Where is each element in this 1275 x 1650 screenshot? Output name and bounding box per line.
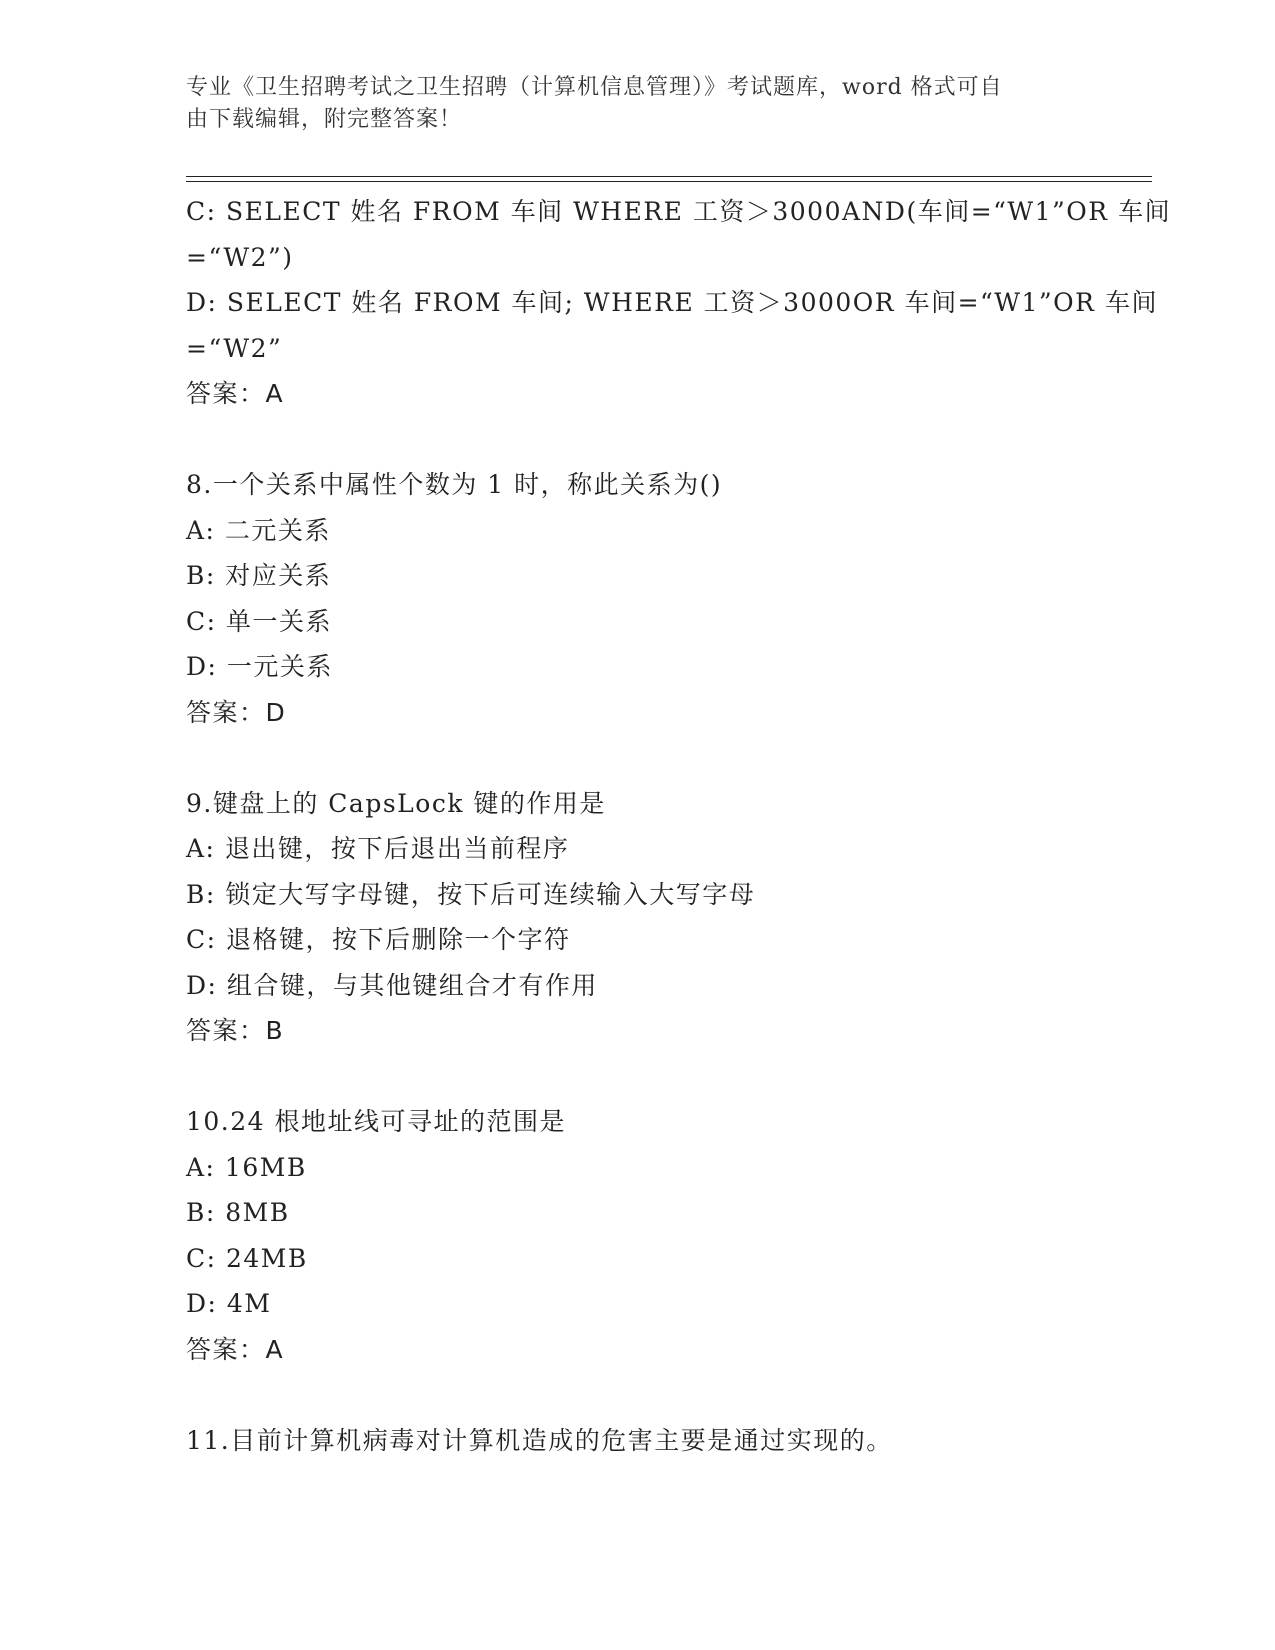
spacer [186,1372,1086,1418]
question-text: 9.键盘上的 CapsLock 键的作用是 [186,788,606,818]
option-b: B: 锁定大写字母键，按下后可连续输入大写字母 [186,879,756,909]
question-8 [186,462,1086,735]
spacer [186,417,1086,463]
answer: 答案：D [186,697,287,727]
question-9 [186,781,1086,1054]
question-text: 11.目前计算机病毒对计算机造成的危害主要是通过实现的。 [186,1425,893,1455]
option-a: A: 16MB [186,1152,307,1182]
option-c-line-1: C: SELECT 姓名 FROM 车间 WHERE 工资＞3000AND(车间=“W1”OR 车间 [186,197,1172,226]
header-divider-bottom [186,181,1152,182]
header-line-2: 由下载编辑，附完整答案！ [186,107,463,132]
document-header [186,72,1086,136]
question-10 [186,1099,1086,1372]
question-text: 10.24 根地址线可寻址的范围是 [186,1107,567,1136]
header-divider-top [186,176,1152,177]
answer: 答案：A [186,1334,285,1364]
option-d: D: 4M [186,1289,272,1318]
question-7 [186,189,1172,417]
question-text: 8.一个关系中属性个数为 1 时，称此关系为() [186,470,723,499]
spacer [186,735,1086,781]
option-c-line-2: =“W2”) [186,242,294,272]
option-d-line-1: D: SELECT 姓名 FROM 车间; WHERE 工资＞3000OR 车间=“W1”OR 车间 [186,288,1158,317]
spacer [186,1054,1086,1100]
question-list [186,189,1172,1463]
answer: 答案：B [186,1016,285,1045]
header-line-1: 专业《卫生招聘考试之卫生招聘（计算机信息管理）》考试题库，word 格式可自 [186,75,1003,100]
option-c: C: 单一关系 [186,606,332,636]
option-b: B: 对应关系 [186,561,332,590]
option-a: A: 二元关系 [186,515,331,545]
option-c: C: 24MB [186,1243,308,1273]
option-d: D: 组合键，与其他键组合才有作用 [186,970,598,1000]
option-d-line-2: =“W2” [186,333,283,363]
option-b: B: 8MB [186,1198,290,1227]
option-d: D: 一元关系 [186,652,333,681]
option-a: A: 退出键，按下后退出当前程序 [186,834,570,863]
question-11 [186,1418,1086,1464]
answer: 答案：A [186,379,285,408]
option-c: C: 退格键，按下后删除一个字符 [186,925,571,954]
